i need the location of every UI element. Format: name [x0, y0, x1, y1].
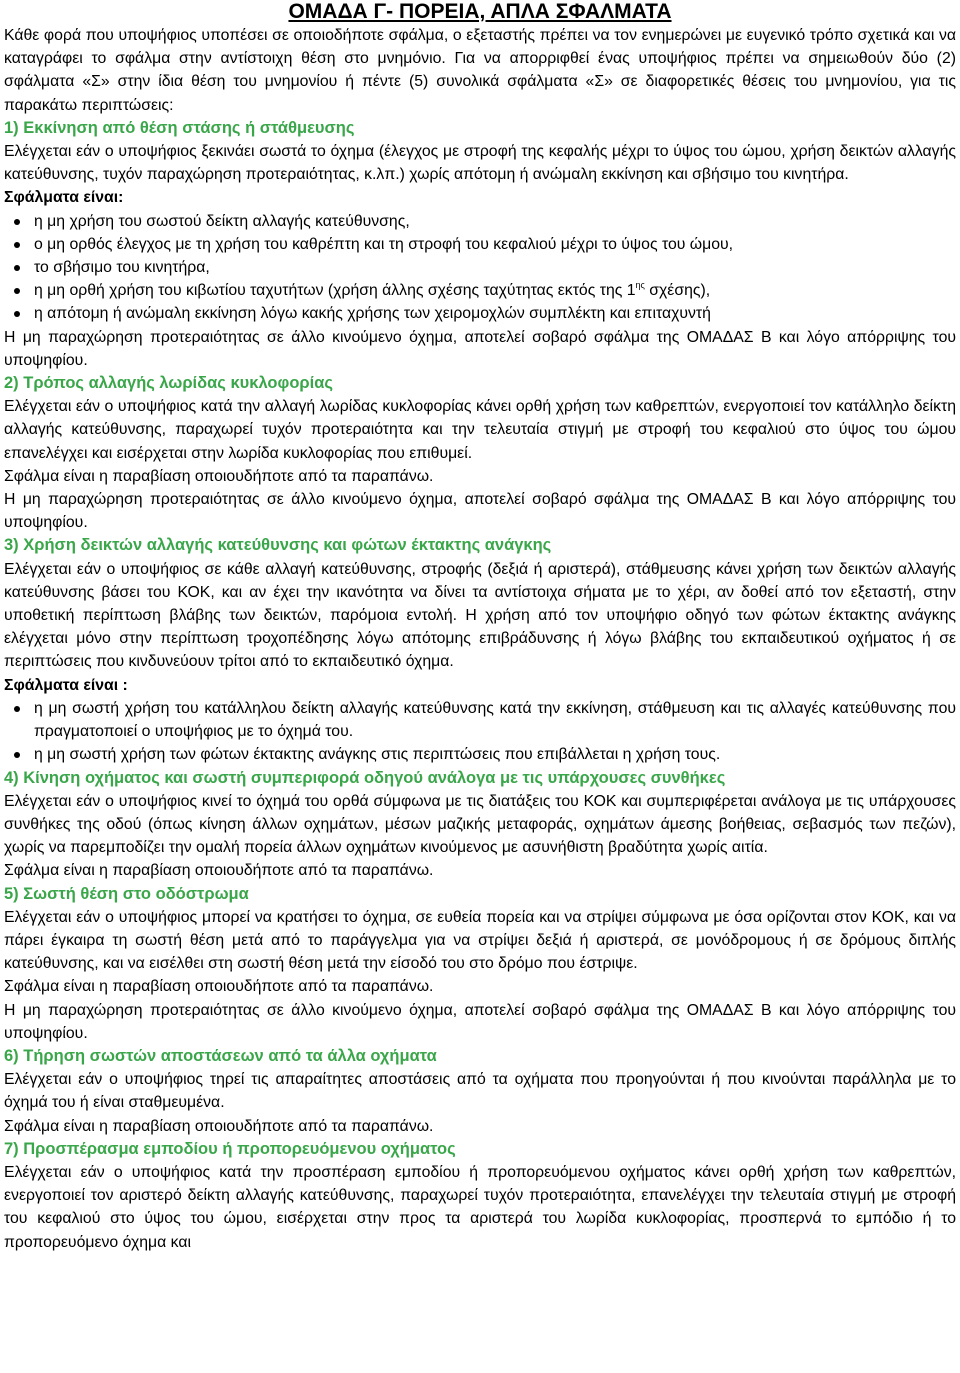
section-violation-distances: Σφάλμα είναι η παραβίαση οποιουδήποτε από τα παραπάνω.: [4, 1117, 434, 1135]
section-body-indicators: Ελέγχεται εάν ο υποψήφιος σε κάθε αλλαγή κατεύθυνσης, στροφής (δεξιά ή αριστερά), στάθμευσης κάνει χρήση των δεικτών αλλαγής κατεύθυνσης βάσει του ΚΟΚ, και αν έχει την ικανότητα να δίνει τα αντίστοιχα σήματα με το χέρι, αν δοθεί από τον εξεταστή, στην υποθετική περίπτωση βλάβης των δεικτών, παρόμοια εντολή. Η χρήση από τον υποψήφιο οδηγό των φώτων έκτακτης ανάγκης ελέγχεται μόνο στην περίπτωση τροχοπέδησης λόγω απότομης επιβράδυνσης ή λόγω βλάβης του εκπαιδευτικού οχήματος ή σε περιπτώσεις που κινδυνεύουν τρίτοι από το εκπαιδευτικό όχημα.: [4, 560, 956, 671]
list-item: η απότομη ή ανώμαλη εκκίνηση λόγω κακής χρήσης των χειρομοχλών συμπλέκτη και επιταχυντή: [34, 302, 956, 325]
gear-text-before: η μη ορθή χρήση του κιβωτίου ταχυτήτων (χρήση άλλης σχέσης ταχύτητας εκτός της 1: [34, 282, 636, 300]
section-body-overtaking: Ελέγχεται εάν ο υποψήφιος κατά την προσπέραση εμποδίου ή προπορευόμενου οχήματος κάνει ορθή χρήση των καθρεπτών, ενεργοποιεί τον αριστερό δείκτη αλλαγής κατεύθυνσης, παραχωρεί τυχόν προτεραιότητα, επανελέγχει την τελευταία στιγμή με στροφή του κεφαλιού στο ύψος του ώμου, εισέρχεται στην προς τα αριστερά του λωρίδα κυκλοφορίας, προσπερνά το εμπόδιο ή το προπορευόμενο όχημα και: [4, 1163, 956, 1251]
section-body-distances: Ελέγχεται εάν ο υποψήφιος τηρεί τις απαραίτητες αποστάσεις από τα οχήματα που προηγούνται ή που κινούνται παράλληλα με το όχημά του ή είναι σταθμευμένα.: [4, 1071, 956, 1112]
errors-list-indicators: [4, 697, 956, 767]
document-title: ΟΜΑΔΑ Γ- ΠΟΡΕΙΑ, ΑΠΛΑ ΣΦΑΛΜΑΤΑ: [288, 0, 672, 23]
section-violation-lane-change: Σφάλμα είναι η παραβίαση οποιουδήποτε από τα παραπάνω.: [4, 467, 434, 485]
list-item: η μη σωστή χρήση του κατάλληλου δείκτη αλλαγής κατεύθυνσης κατά την εκκίνηση, στάθμευση και τις αλλαγές κατεύθυνσης που πραγματοποιεί ο υποψήφιος με το όχημά του.: [34, 697, 956, 743]
section-heading-vehicle-movement: 4) Κίνηση οχήματος και σωστή συμπεριφορά οδηγού ανάλογα με τις υπάρχουσες συνθήκες: [4, 768, 726, 787]
section-heading-distances: 6) Τήρηση σωστών αποστάσεων από τα άλλα οχήματα: [4, 1046, 437, 1065]
section-body-lane-change: Ελέγχεται εάν ο υποψήφιος κατά την αλλαγή λωρίδας κυκλοφορίας κάνει ορθή χρήση των καθρεπτών, ενεργοποιεί τον κατάλληλο δείκτη αλλαγής κατεύθυνσης, παραχωρεί τυχόν προτεραιότητα και την τελευταία στιγμή με στροφή του κεφαλιού στο ύψος του ώμου επανελέγχει και εισέρχεται στην λωρίδα κυκλοφορίας που επιθυμεί.: [4, 398, 956, 462]
errors-label: Σφάλματα είναι :: [4, 676, 128, 694]
list-item-gear: [34, 279, 956, 302]
section-heading-road-position: 5) Σωστή θέση στο οδόστρωμα: [4, 884, 249, 903]
list-item: ο μη ορθός έλεγχος με τη χρήση του καθρέπτη και τη στροφή του κεφαλιού μέχρι το ύψος του ώμου,: [34, 233, 956, 256]
section-body-road-position: Ελέγχεται εάν ο υποψήφιος μπορεί να κρατήσει το όχημα, σε ευθεία πορεία και να στρίψει σύμφωνα με όσα ορίζονται στον ΚΟΚ, και να πάρει έγκαιρα τη σωστή θέση μετά από το παράγγελμα για να στρίψει δεξιά ή αριστερά, σε μονόδρομους ή σε δρόμους διπλής κατεύθυνσης, και να εισέλθει στη σωστή θέση μετά την είσοδό του στο δρόμο που έστριψε.: [4, 908, 956, 973]
section-heading-indicators: 3) Χρήση δεικτών αλλαγής κατεύθυνσης και φώτων έκτακτης ανάγκης: [4, 536, 552, 555]
section-heading-lane-change: 2) Τρόπος αλλαγής λωρίδας κυκλοφορίας: [4, 374, 333, 393]
section-violation-vehicle-movement: Σφάλμα είναι η παραβίαση οποιουδήποτε από τα παραπάνω.: [4, 862, 434, 880]
section-heading-start: 1) Εκκίνηση από θέση στάσης ή στάθμευσης: [4, 118, 355, 137]
list-item: η μη σωστή χρήση των φώτων έκτακτης ανάγκης στις περιπτώσεις που επιβάλλεται η χρήση τους.: [34, 743, 956, 766]
section-body-vehicle-movement: Ελέγχεται εάν ο υποψήφιος κινεί το όχημά του ορθά σύμφωνα με τις διατάξεις του ΚΟΚ και συμπεριφέρεται ανάλογα με τις υπάρχουσες συνθήκες της οδού (όπως κίνηση άλλων οχημάτων, μέσων μαζικής μεταφοράς, οχημάτων άμεσης βοήθειας, σεβασμός των πεζών), χωρίς να παρεμποδίζει την ομαλή πορεία άλλων οχημάτων κινούμενος με ασυνήθιστη βραδύτητα χωρίς αιτία.: [4, 792, 956, 857]
errors-list-start: [4, 210, 956, 326]
section-closing-road-position: Η μη παραχώρηση προτεραιότητας σε άλλο κινούμενο όχημα, αποτελεί σοβαρό σφάλμα της ΟΜΑΔΑΣ Β και λόγο απόρριψης του υποψηφίου.: [4, 1001, 956, 1042]
section-violation-road-position: Σφάλμα είναι η παραβίαση οποιουδήποτε από τα παραπάνω.: [4, 978, 434, 996]
section-heading-overtaking: 7) Προσπέρασμα εμποδίου ή προπορευόμενου οχήματος: [4, 1139, 456, 1158]
section-body-start: Ελέγχεται εάν ο υποψήφιος ξεκινάει σωστά το όχημα (έλεγχος με στροφή της κεφαλής μέχρι το ύψος του ώμου, χρήση δεικτών αλλαγής κατεύθυνσης, τυχόν παραχώρηση προτεραιότητας, κ.λπ.) χωρίς απότομη ή ανώμαλη εκκίνηση και σβήσιμο του κινητήρα.: [4, 143, 956, 184]
list-item: η μη χρήση του σωστού δείκτη αλλαγής κατεύθυνσης,: [34, 210, 956, 233]
gear-text-after: σχέσης),: [644, 282, 711, 300]
errors-label: Σφάλματα είναι:: [4, 189, 124, 207]
list-item: το σβήσιμο του κινητήρα,: [34, 256, 956, 279]
intro-paragraph: Κάθε φορά που υποψήφιος υποπέσει σε οποιοδήποτε σφάλμα, ο εξεταστής πρέπει να τον ενημερώνει με ευγενικό τρόπο σχετικά και να καταγράφει το σφάλμα στην αντίστοιχη θέση στο μνημόνιο. Για να απορριφθεί ένας υποψήφιος πρέπει να σημειωθούν δύο (2) σφάλματα «Σ» στην ίδια θέση του μνημονίου ή πέντε (5) συνολικά σφάλματα «Σ» σε διαφορετικές θέσεις του μνημονίου, για τις παρακάτω περιπτώσεις:: [4, 27, 956, 114]
section-closing-lane-change: Η μη παραχώρηση προτεραιότητας σε άλλο κινούμενο όχημα, αποτελεί σοβαρό σφάλμα της ΟΜΑΔΑΣ Β και λόγο απόρριψης του υποψηφίου.: [4, 491, 956, 532]
section-closing-start: Η μη παραχώρηση προτεραιότητας σε άλλο κινούμενο όχημα, αποτελεί σοβαρό σφάλμα της ΟΜΑΔΑΣ Β και λόγο απόρριψης του υποψηφίου.: [4, 328, 956, 369]
gear-superscript: ης: [635, 280, 645, 291]
